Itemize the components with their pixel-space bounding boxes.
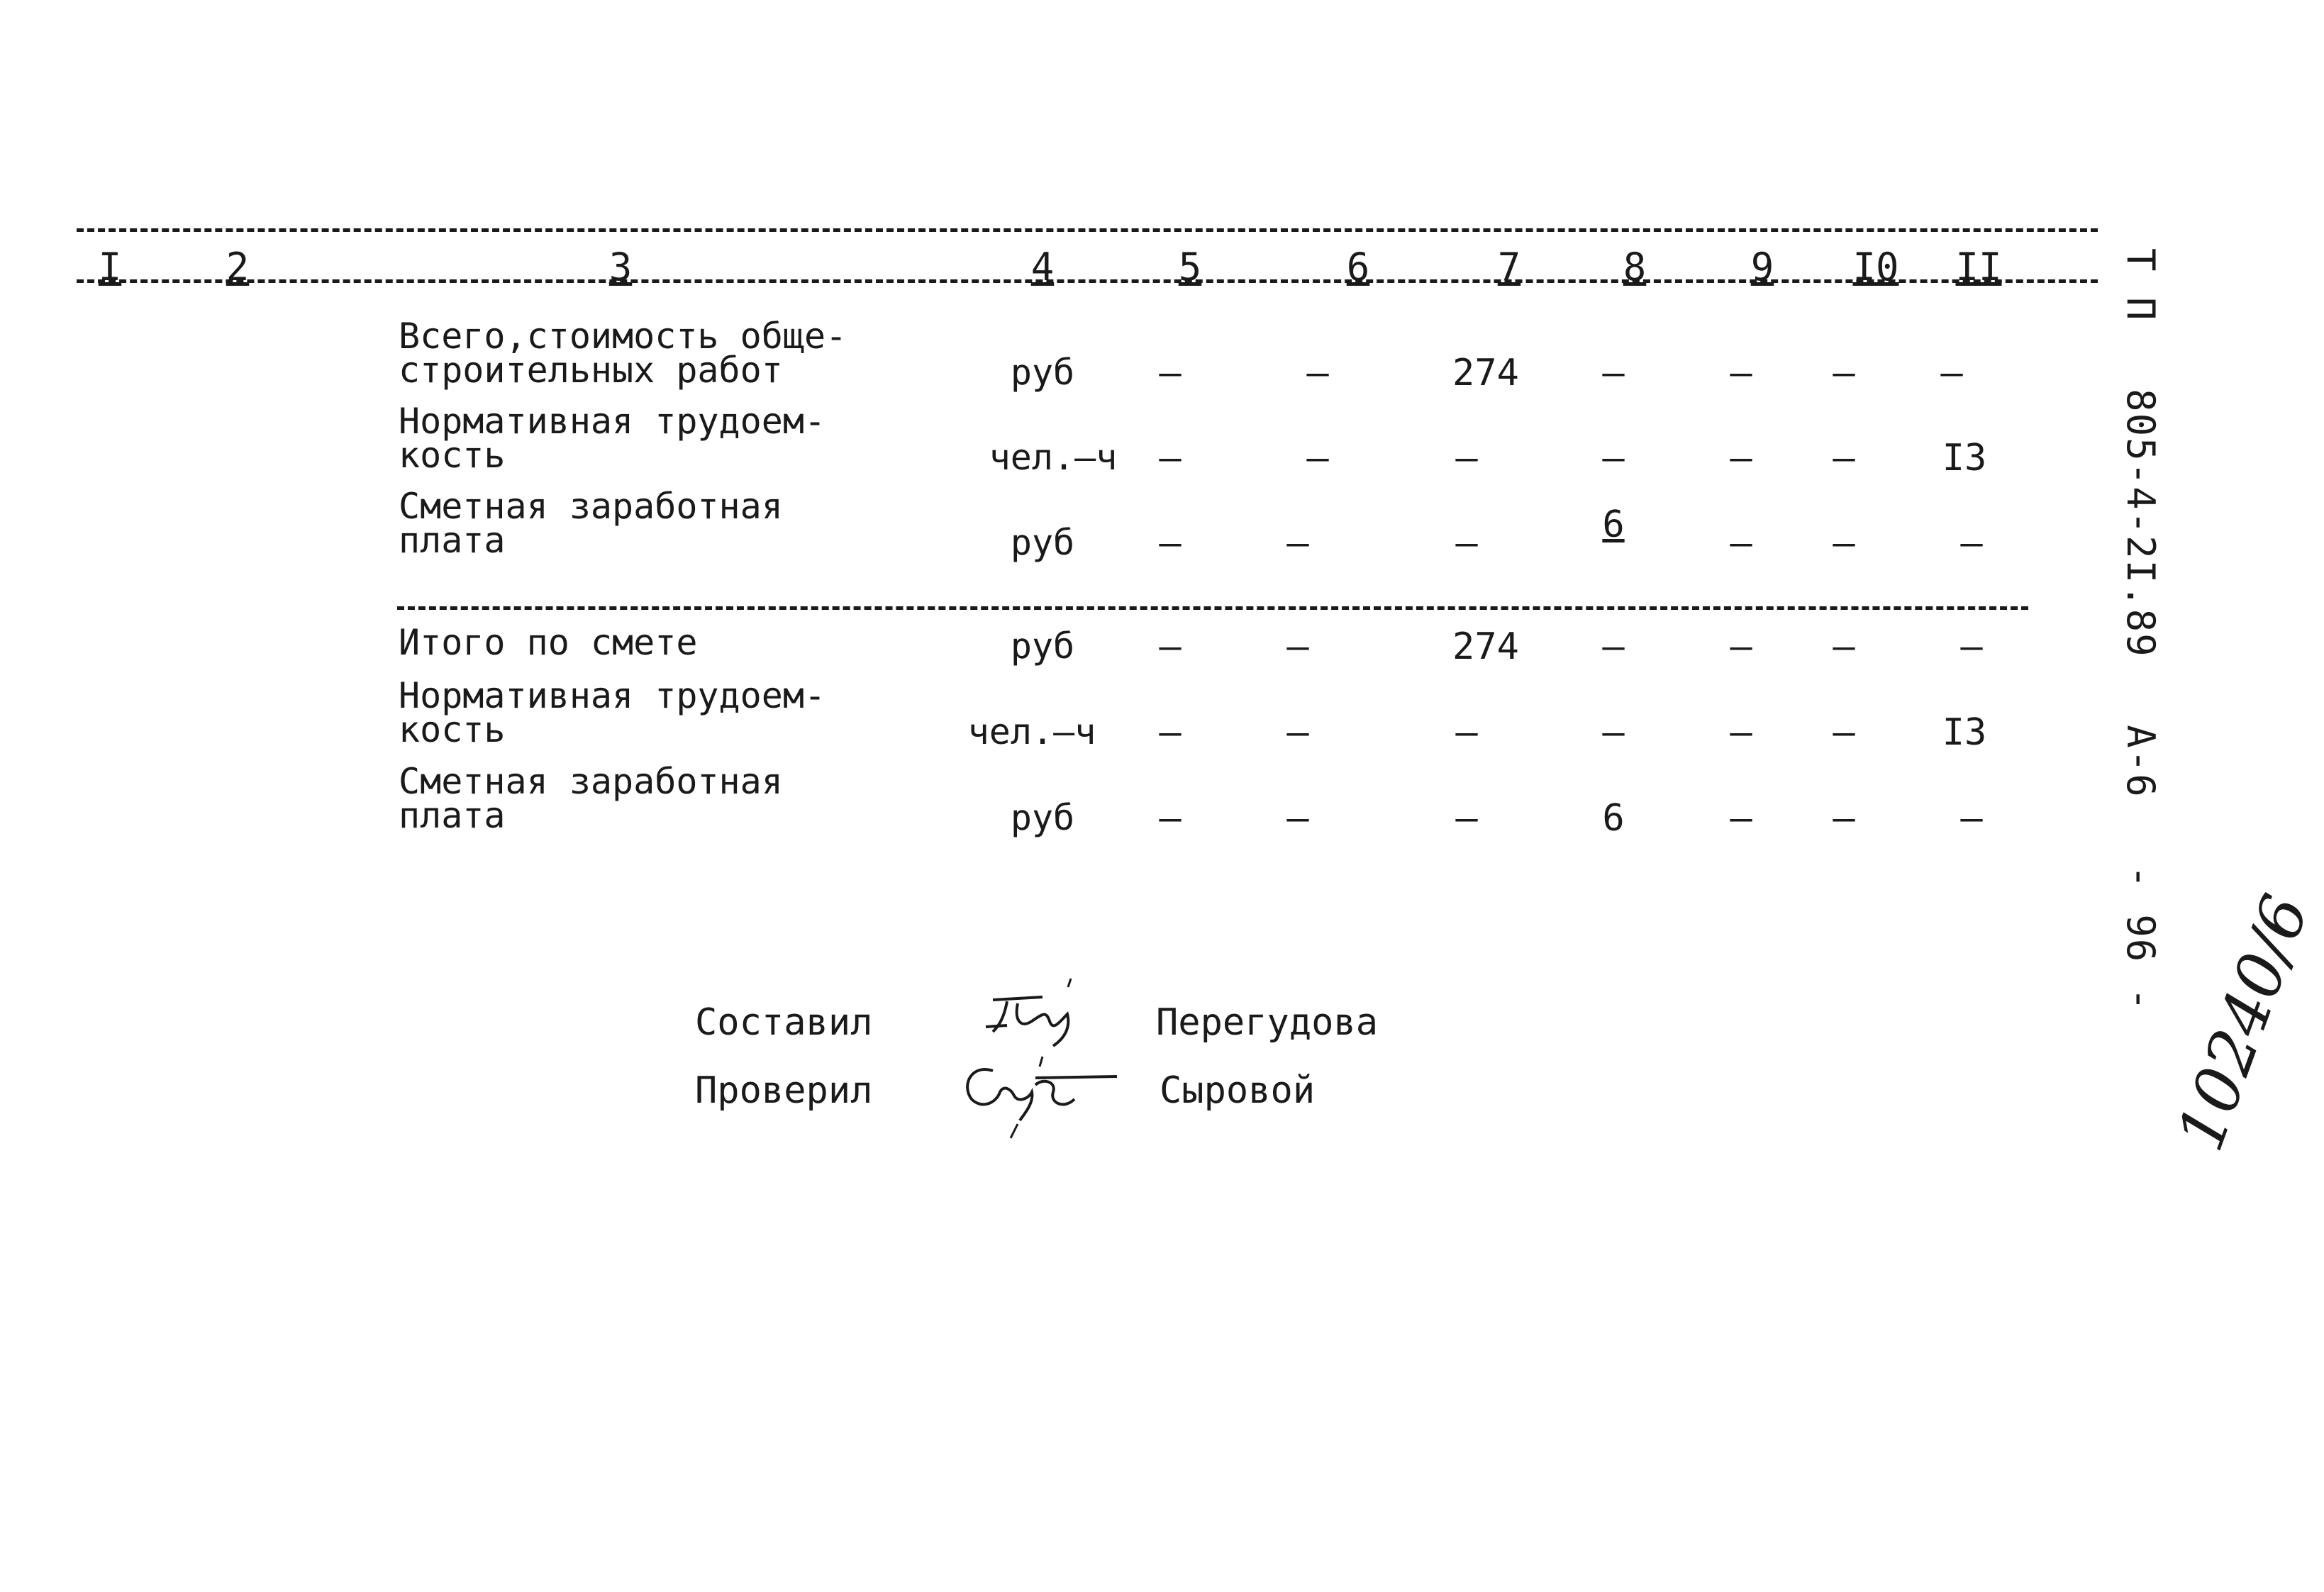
table-cell-col10: – — [1833, 625, 1855, 668]
table-row-description: Нормативная трудоем- кость — [399, 401, 826, 476]
table-cell-col7: 274 — [1452, 352, 1519, 394]
table-cell-col11: – — [1940, 352, 1963, 394]
table-cell-col6: – — [1286, 522, 1309, 564]
column-header-5: 5 — [1178, 245, 1202, 289]
column-header-4: 4 — [1030, 245, 1055, 289]
checked-by-name: Сыровой — [1160, 1069, 1316, 1112]
document-code-stamp — [2118, 248, 2163, 1054]
column-header-8: 8 — [1623, 245, 1647, 289]
table-cell-col6: – — [1286, 711, 1309, 754]
column-header-1: I — [98, 245, 122, 289]
table-cell-col7: – — [1455, 522, 1478, 564]
handwritten-inventory-number: 10240/6 — [2163, 885, 2324, 1160]
project-code: 805-4-2I.89 — [2118, 389, 2163, 658]
table-cell-col11: – — [1960, 625, 1983, 668]
page-number: - 96 - — [2118, 865, 2163, 1013]
table-row-unit: чел.–ч — [967, 711, 1096, 752]
table-row-unit: руб — [1010, 625, 1075, 667]
table-cell-col9: – — [1730, 352, 1752, 394]
album-label: А-6 — [2118, 725, 2163, 798]
column-header-10: I0 — [1852, 245, 1899, 289]
column-header-9: 9 — [1750, 245, 1774, 289]
checked-by-label: Проверил — [695, 1069, 873, 1112]
table-cell-col10: – — [1833, 522, 1855, 564]
header-top-rule — [77, 228, 2098, 232]
table-row-unit: руб — [1010, 522, 1075, 563]
table-cell-col11: – — [1960, 522, 1983, 564]
table-cell-col5: – — [1159, 797, 1182, 840]
table-row-description: Сметная заработная плата — [399, 761, 783, 836]
table-cell-col11: I3 — [1942, 711, 1987, 754]
table-cell-col7: 274 — [1452, 625, 1519, 668]
table-cell-col8: – — [1602, 625, 1625, 668]
table-cell-col6: – — [1306, 352, 1329, 394]
column-header-3: 3 — [608, 245, 633, 289]
table-cell-col8: 6 — [1602, 503, 1625, 546]
table-cell-col5: – — [1159, 437, 1182, 479]
column-header-11: II — [1955, 245, 2002, 289]
column-header-7: 7 — [1497, 245, 1521, 289]
table-cell-col5: – — [1159, 711, 1182, 754]
table-cell-col8: – — [1602, 352, 1625, 394]
table-cell-col9: – — [1730, 797, 1752, 840]
section-divider-rule — [397, 606, 2028, 610]
checked-signature-icon — [950, 1042, 1121, 1142]
header-bottom-rule — [77, 279, 2098, 283]
table-cell-col8: 6 — [1602, 797, 1625, 840]
table-cell-col9: – — [1730, 522, 1752, 564]
series-label: Т П — [2118, 248, 2163, 322]
column-header-6: 6 — [1346, 245, 1370, 289]
table-row-unit: руб — [1010, 352, 1075, 393]
compiled-by-label: Составил — [695, 1001, 873, 1044]
table-row-unit: руб — [1010, 797, 1075, 838]
table-row-unit: чел.–ч — [989, 437, 1118, 478]
table-cell-col10: – — [1833, 352, 1855, 394]
table-cell-col10: – — [1833, 711, 1855, 754]
table-cell-col9: – — [1730, 711, 1752, 754]
table-cell-col6: – — [1306, 437, 1329, 479]
table-row-description: Итого по смете — [399, 622, 698, 663]
table-row-description: Нормативная трудоем- кость — [399, 675, 826, 750]
table-cell-col8: – — [1602, 437, 1625, 479]
table-cell-col11: – — [1960, 797, 1983, 840]
table-cell-col7: – — [1455, 711, 1478, 754]
table-cell-col7: – — [1455, 437, 1478, 479]
table-cell-col9: – — [1730, 437, 1752, 479]
column-header-2: 2 — [226, 245, 250, 289]
table-cell-col5: – — [1159, 625, 1182, 668]
table-cell-col5: – — [1159, 522, 1182, 564]
compiled-signature-icon — [964, 972, 1121, 1050]
compiled-by-name: Перегудова — [1156, 1001, 1379, 1044]
table-cell-col5: – — [1159, 352, 1182, 394]
table-cell-col7: – — [1455, 797, 1478, 840]
table-cell-col11: I3 — [1942, 437, 1987, 479]
table-cell-col6: – — [1286, 625, 1309, 668]
table-cell-col10: – — [1833, 437, 1855, 479]
table-cell-col10: – — [1833, 797, 1855, 840]
table-cell-col8: – — [1602, 711, 1625, 754]
table-row-description: Всего,стоимость обще- строительных работ — [399, 316, 847, 391]
table-cell-col6: – — [1286, 797, 1309, 840]
table-row-description: Сметная заработная плата — [399, 486, 783, 561]
table-cell-col9: – — [1730, 625, 1752, 668]
